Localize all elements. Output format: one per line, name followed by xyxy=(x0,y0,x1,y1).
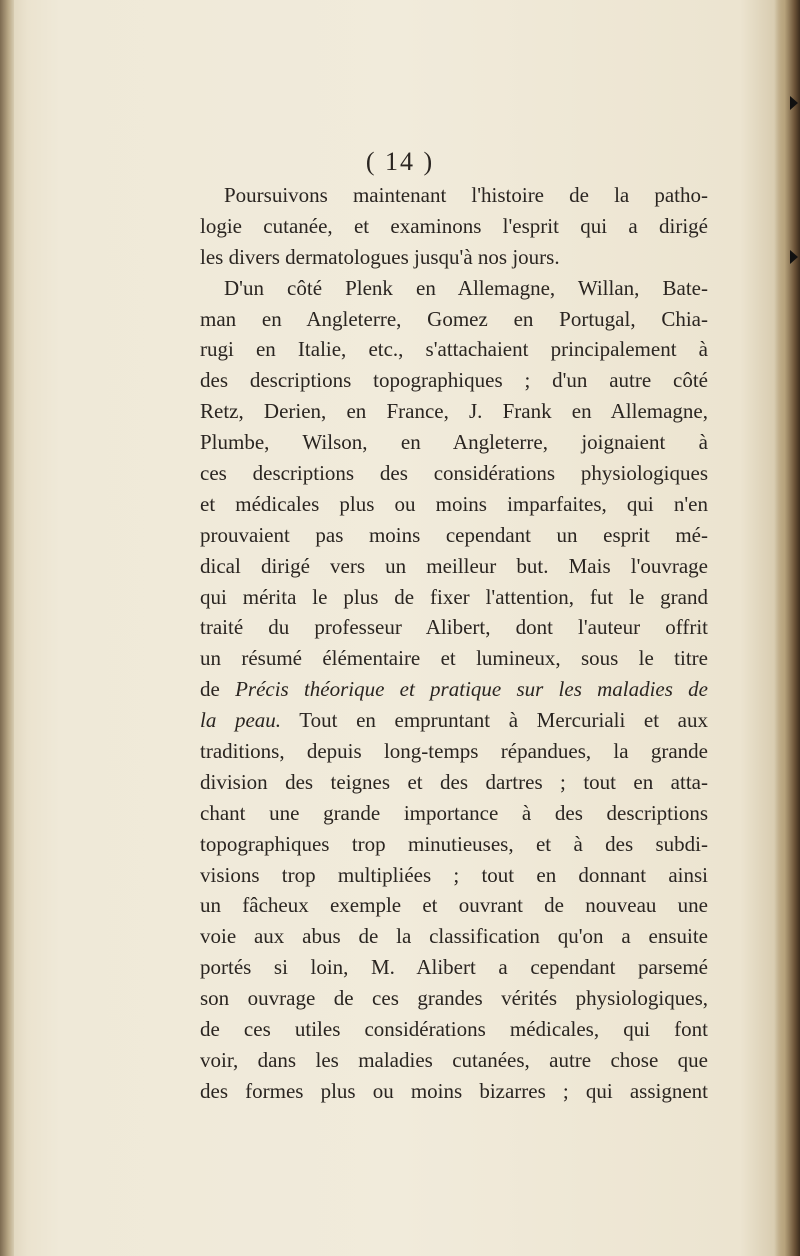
text-line: son ouvrage de ces grandes vérités physiologiques, xyxy=(200,986,708,1011)
text-line: chant une grande importance à des descriptions xyxy=(200,800,708,825)
page-binding xyxy=(0,0,14,1256)
text-line xyxy=(200,674,708,705)
text-line: topographiques trop minutieuses, et à des subdi- xyxy=(200,831,708,856)
text-line: division des teignes et des dartres ; tout en atta- xyxy=(200,769,708,794)
text-line: de ces utiles considérations médicales, qui font xyxy=(200,1017,708,1042)
page-number: ( 14 ) xyxy=(365,147,435,176)
book-title-italic: Précis théorique et pratique sur les maladies de xyxy=(235,677,708,702)
margin-marker xyxy=(790,250,798,264)
margin-marker xyxy=(790,96,798,110)
text-line: man en Angleterre, Gomez en Portugal, Chia- xyxy=(200,306,708,331)
text-line: ces descriptions des considérations physiologiques xyxy=(200,461,708,486)
text-run: de xyxy=(200,677,236,702)
body-text xyxy=(200,180,708,1107)
text-line: les divers dermatologues jusqu'à nos jours. xyxy=(200,244,560,269)
text-line: D'un côté Plenk en Allemagne, Willan, Bate- xyxy=(224,275,708,300)
text-line: rugi en Italie, etc., s'attachaient principalement à xyxy=(200,337,708,362)
text-line: voie aux abus de la classification qu'on a ensuite xyxy=(200,924,708,949)
text-line: Retz, Derien, en France, J. Frank en Allemagne, xyxy=(200,399,708,424)
book-title-italic: la peau. xyxy=(200,708,282,733)
text-line xyxy=(200,705,708,736)
text-line: des formes plus ou moins bizarres ; qui assignent xyxy=(200,1078,708,1103)
text-line: dical dirigé vers un meilleur but. Mais l'ouvrage xyxy=(200,553,708,578)
text-line: traditions, depuis long-temps répandues, la grande xyxy=(200,739,708,764)
text-line: un fâcheux exemple et ouvrant de nouveau une xyxy=(200,893,708,918)
text-line: visions trop multipliées ; tout en donnant ainsi xyxy=(200,862,708,887)
text-line: voir, dans les maladies cutanées, autre chose que xyxy=(200,1047,708,1072)
text-line: logie cutanée, et examinons l'esprit qui a dirigé xyxy=(200,213,708,238)
text-line: prouvaient pas moins cependant un esprit mé- xyxy=(200,522,708,547)
text-line: portés si loin, M. Alibert a cependant parsemé xyxy=(200,955,708,980)
text-line: des descriptions topographiques ; d'un autre côté xyxy=(200,368,708,393)
text-line: qui mérita le plus de fixer l'attention, fut le grand xyxy=(200,584,708,609)
page-edge xyxy=(774,0,800,1256)
text-line: un résumé élémentaire et lumineux, sous le titre xyxy=(200,646,708,671)
text-line: traité du professeur Alibert, dont l'auteur offrit xyxy=(200,615,708,640)
text-line: Poursuivons maintenant l'histoire de la patho- xyxy=(224,183,708,207)
text-line: et médicales plus ou moins imparfaites, qui n'en xyxy=(200,491,708,516)
text-run: Tout en empruntant à Mercuriali et aux xyxy=(281,708,709,733)
text-line: Plumbe, Wilson, en Angleterre, joignaient à xyxy=(200,430,708,455)
